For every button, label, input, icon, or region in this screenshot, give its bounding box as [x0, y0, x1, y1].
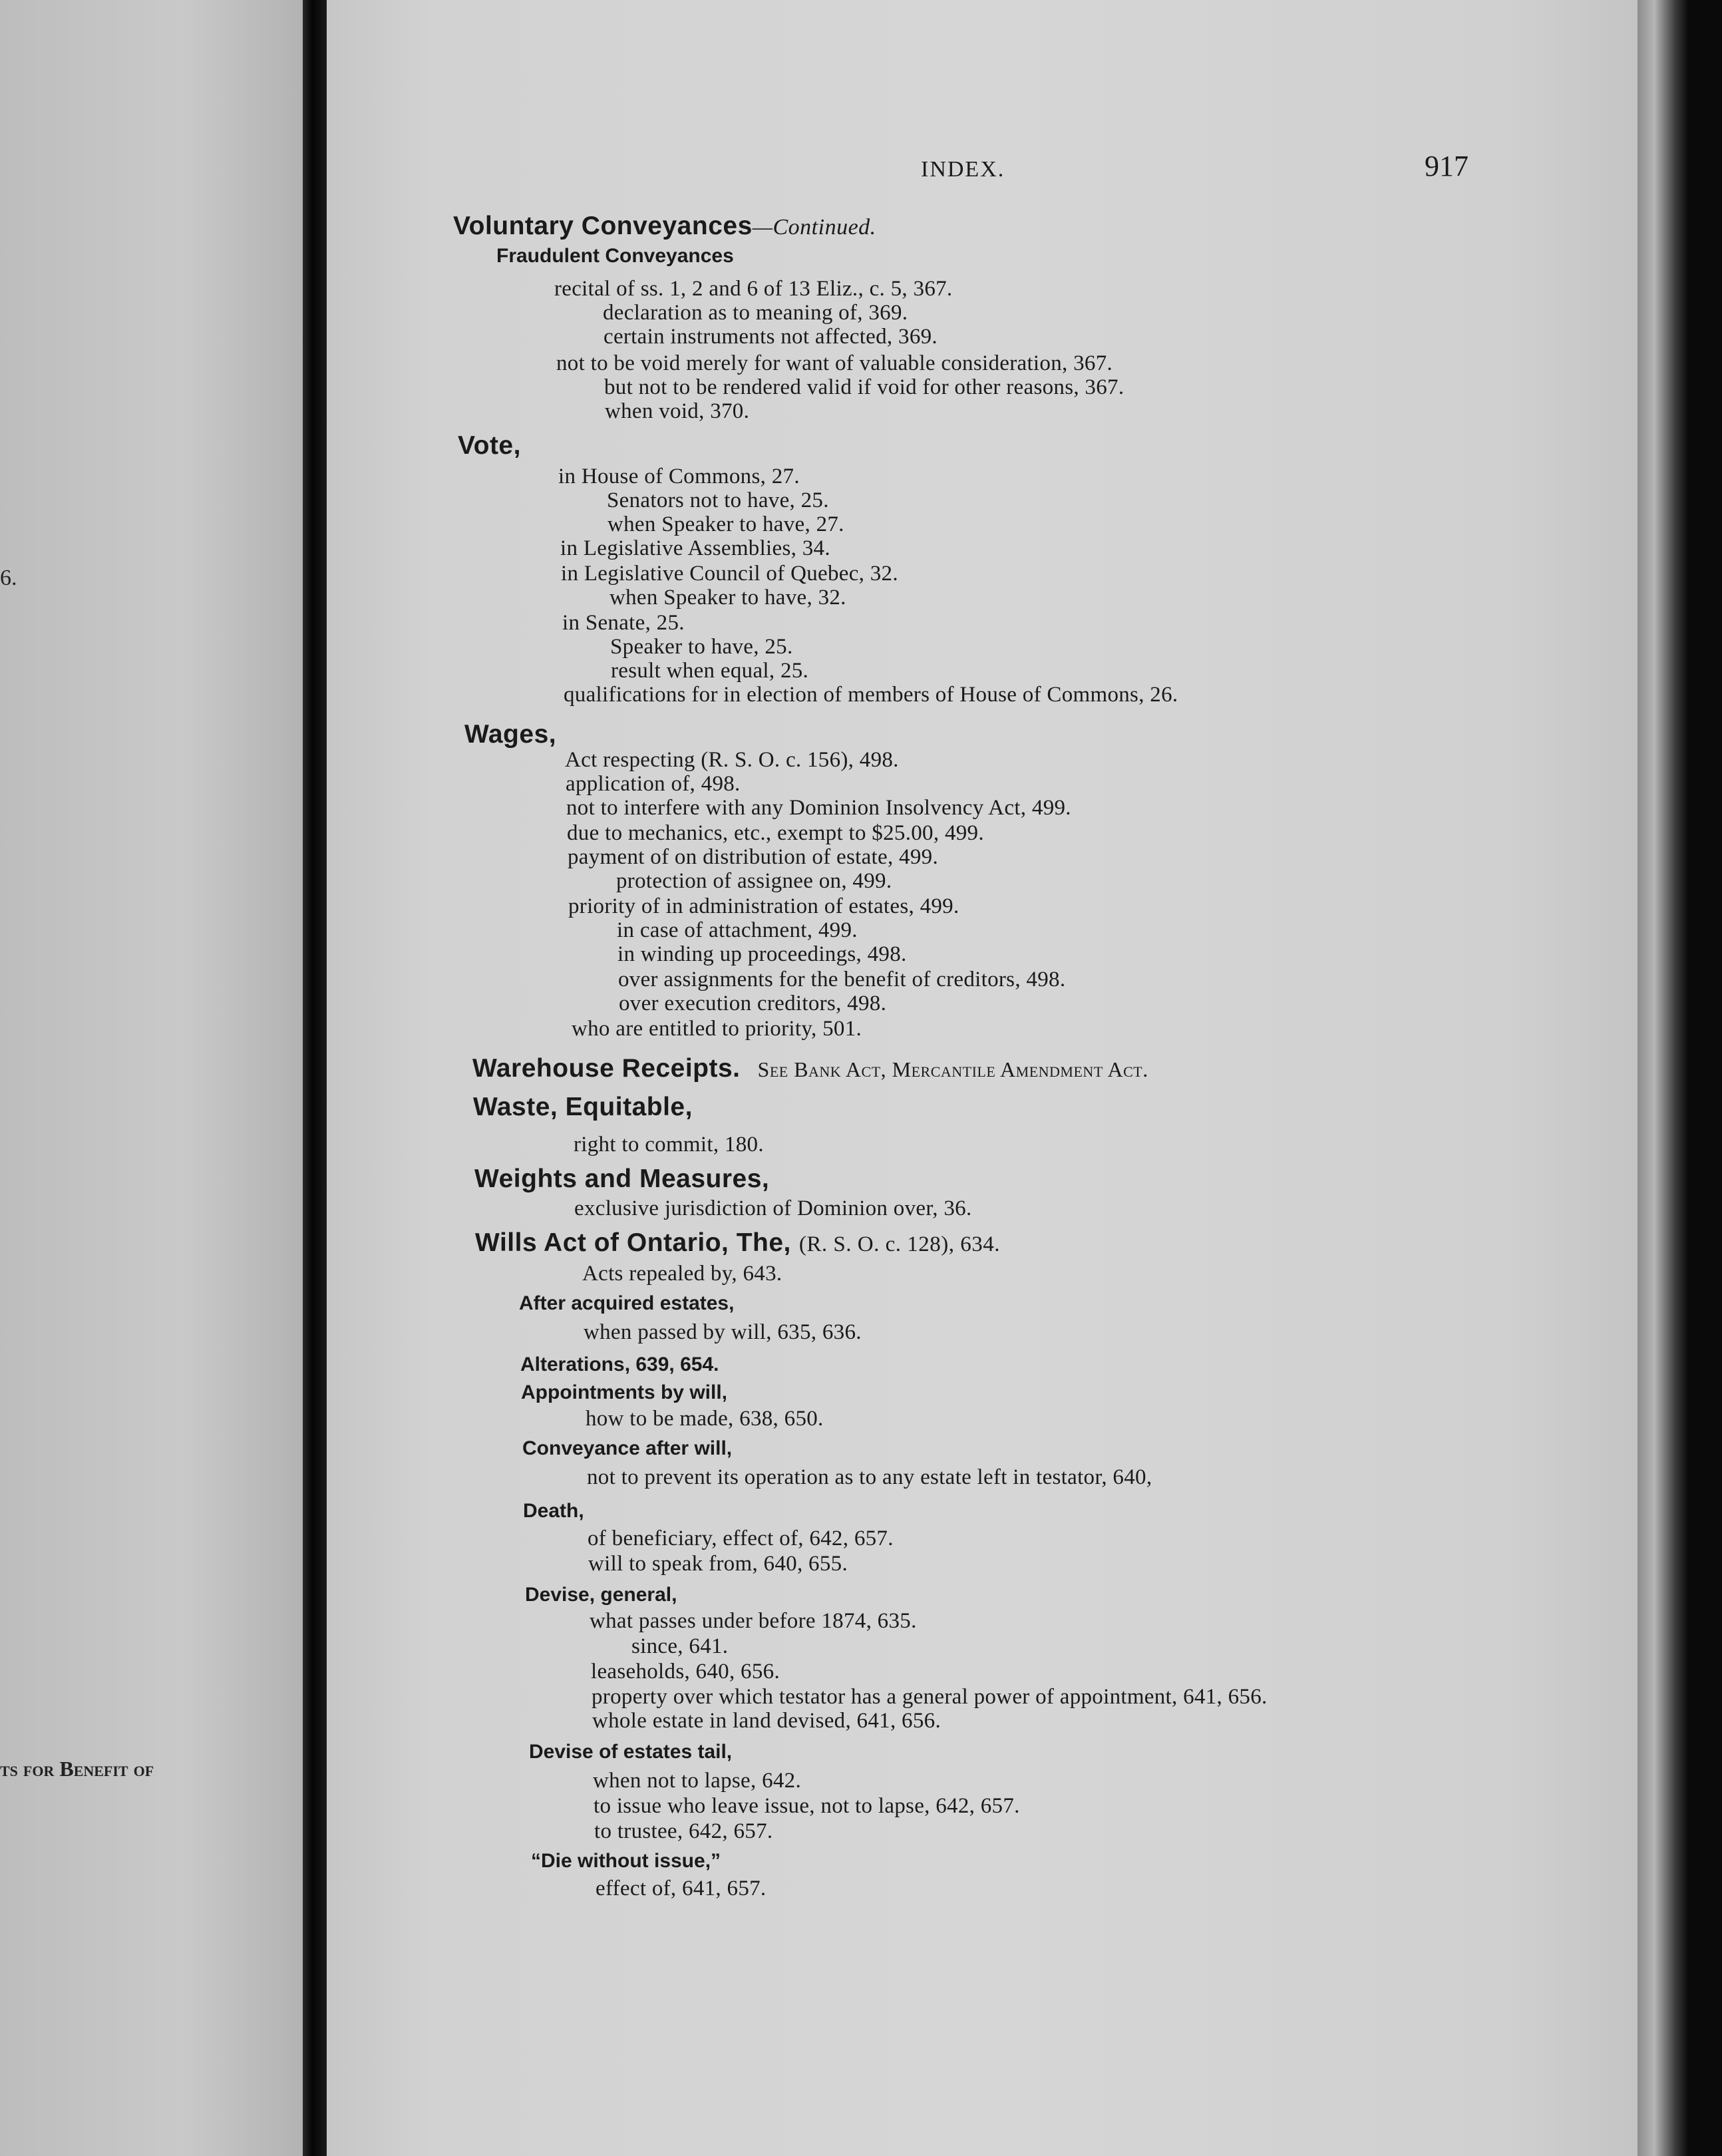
- index-line-text: when Speaker to have, 27.: [607, 512, 844, 536]
- index-entry-heading: [475, 1230, 1000, 1256]
- index-subheading: [521, 1383, 727, 1403]
- index-line: [617, 944, 907, 966]
- index-subheading: [525, 1585, 677, 1605]
- index-line-text: recital of ss. 1, 2 and 6 of 13 Eliz., c. 5, 367.: [554, 277, 953, 301]
- index-line-text: Death,: [523, 1500, 584, 1522]
- index-line-text: in Legislative Council of Quebec, 32.: [561, 562, 898, 586]
- index-entry-heading: [472, 1055, 1148, 1081]
- index-line-text: over execution creditors, 498.: [619, 991, 887, 1015]
- index-line-text: certain instruments not affected, 369.: [603, 325, 938, 349]
- page-edge: [1637, 0, 1722, 2156]
- index-line-text: Weights and Measures,: [474, 1165, 770, 1193]
- index-line-text: effect of, 641, 657.: [596, 1877, 767, 1900]
- index-line: [605, 401, 749, 423]
- index-line: [556, 353, 1113, 375]
- index-line-text: Alterations, 639, 654.: [520, 1353, 719, 1375]
- index-subheading: [531, 1851, 721, 1871]
- index-line: [588, 1553, 848, 1575]
- index-line-text: of beneficiary, effect of, 642, 657.: [588, 1527, 894, 1550]
- index-line: [565, 749, 899, 771]
- index-line-text: not to be void merely for want of valuable consideration, 367.: [556, 351, 1113, 375]
- index-line: [567, 822, 984, 844]
- index-entry-heading: [464, 721, 556, 747]
- index-line-text: due to mechanics, etc., exempt to $25.00, 499.: [567, 821, 984, 845]
- index-subheading: [496, 246, 734, 266]
- index-line: [618, 969, 1065, 991]
- left-facing-page: [0, 0, 303, 2156]
- index-line-text: result when equal, 25.: [611, 659, 809, 683]
- index-line: [592, 1710, 941, 1732]
- index-line: [603, 326, 938, 348]
- index-line: [560, 538, 830, 560]
- index-line: [590, 1610, 917, 1632]
- index-line-text: how to be made, 638, 650.: [586, 1407, 824, 1431]
- index-line: [609, 587, 846, 609]
- index-line-text: qualifications for in election of members of House of Commons, 26.: [564, 683, 1178, 707]
- index-page: [327, 0, 1637, 2156]
- index-line-text: not to interfere with any Dominion Insolvency Act, 499.: [566, 796, 1071, 820]
- index-line: [568, 896, 959, 918]
- index-line: [616, 870, 892, 892]
- index-line-text: declaration as to meaning of, 369.: [603, 301, 908, 325]
- index-line-text: to issue who leave issue, not to lapse, 642, 657.: [594, 1794, 1020, 1818]
- index-line-text: over assignments for the benefit of creditors, 498.: [618, 968, 1066, 991]
- index-line-text: since, 641.: [631, 1634, 729, 1658]
- index-line: [607, 514, 844, 536]
- index-line: [591, 1661, 780, 1683]
- index-subheading: [522, 1439, 732, 1459]
- index-line: [587, 1467, 1152, 1489]
- index-line: [564, 684, 1178, 706]
- index-line-text: payment of on distribution of estate, 499.: [568, 845, 939, 869]
- index-entry-heading: [458, 433, 521, 458]
- index-line: [588, 1528, 894, 1550]
- page-header-title: INDEX.: [921, 157, 1005, 182]
- index-line-text: Devise, general,: [525, 1584, 677, 1606]
- index-line-text: Voluntary Conveyances: [453, 212, 753, 240]
- index-line: [610, 636, 793, 658]
- index-line-text: Warehouse Receipts.: [472, 1054, 741, 1083]
- index-line-text: when passed by will, 635, 636.: [584, 1320, 862, 1344]
- index-line-text: protection of assignee on, 499.: [616, 869, 892, 893]
- index-line: [594, 1795, 1020, 1817]
- index-line: [566, 797, 1071, 819]
- index-line-text: when void, 370.: [605, 399, 750, 423]
- index-line: [561, 563, 898, 585]
- index-line-text: Wills Act of Ontario, The,: [475, 1228, 791, 1257]
- index-line: [558, 466, 800, 488]
- index-line: [586, 1408, 824, 1430]
- index-line: [566, 773, 741, 795]
- index-line-text: Devise of estates tail,: [529, 1741, 733, 1763]
- index-line-text: Senators not to have, 25.: [607, 488, 829, 512]
- index-line: [572, 1018, 862, 1040]
- index-line-suffix: —Continued.: [752, 215, 876, 240]
- index-line-text: will to speak from, 640, 655.: [588, 1552, 848, 1576]
- index-line: [594, 1821, 773, 1843]
- index-line-text: Appointments by will,: [521, 1381, 728, 1403]
- index-line-text: but not to be rendered valid if void for other reasons, 367.: [604, 375, 1124, 399]
- index-line-suffix: See Bank Act, Mercantile Amendment Act.: [757, 1057, 1148, 1081]
- book-gutter: [303, 0, 327, 2156]
- index-line: [568, 846, 938, 868]
- index-line: [631, 1636, 728, 1658]
- index-line-text: when not to lapse, 642.: [593, 1769, 802, 1793]
- index-line-text: in case of attachment, 499.: [617, 918, 858, 942]
- index-line-text: “Die without issue,”: [531, 1850, 721, 1872]
- index-line-text: in House of Commons, 27.: [558, 464, 800, 488]
- index-line-text: Act respecting (R. S. O. c. 156), 498.: [565, 748, 899, 772]
- page-number: 917: [1425, 150, 1468, 182]
- index-line: [592, 1686, 1268, 1708]
- index-line-text: After acquired estates,: [519, 1292, 735, 1314]
- index-line-text: in Senate, 25.: [562, 611, 685, 635]
- index-line-text: when Speaker to have, 32.: [609, 586, 846, 610]
- index-subheading: [523, 1501, 584, 1521]
- index-line-text: what passes under before 1874, 635.: [590, 1609, 917, 1633]
- index-line: [582, 1263, 782, 1285]
- index-entry-heading: [453, 213, 876, 239]
- index-line-text: application of, 498.: [566, 772, 741, 796]
- index-line-text: Conveyance after will,: [522, 1437, 733, 1459]
- index-subheading: [519, 1294, 734, 1314]
- index-line: [603, 302, 908, 324]
- left-page-fragment-heading: ts for Benefit of: [0, 1757, 154, 1781]
- index-entry-heading: [473, 1094, 693, 1120]
- index-line-text: exclusive jurisdiction of Dominion over, 36.: [574, 1196, 972, 1220]
- index-line: [604, 377, 1124, 399]
- left-page-fragment-number: 6.: [0, 566, 17, 590]
- index-subheading: [520, 1355, 719, 1375]
- index-line: [584, 1322, 862, 1344]
- index-line: [562, 612, 685, 634]
- index-line: [617, 920, 858, 942]
- index-line: [596, 1878, 766, 1900]
- index-line: [574, 1134, 764, 1156]
- index-line-text: to trustee, 642, 657.: [594, 1819, 773, 1843]
- index-line-text: not to prevent its operation as to any estate left in testator, 640,: [587, 1465, 1152, 1489]
- index-line-text: Waste, Equitable,: [473, 1093, 693, 1121]
- index-line-text: Acts repealed by, 643.: [582, 1262, 782, 1286]
- index-line: [619, 993, 886, 1015]
- index-line-text: right to commit, 180.: [574, 1133, 764, 1157]
- index-subheading: [529, 1742, 732, 1762]
- index-line: [607, 490, 829, 512]
- index-line-text: Vote,: [458, 431, 521, 460]
- index-line-text: in winding up proceedings, 498.: [617, 942, 907, 966]
- index-line: [574, 1198, 972, 1220]
- index-line: [554, 278, 952, 300]
- index-line-text: who are entitled to priority, 501.: [572, 1017, 862, 1041]
- index-line-text: property over which testator has a general power of appointment, 641, 656.: [592, 1685, 1268, 1709]
- index-entry-heading: [474, 1166, 769, 1192]
- index-line-text: leaseholds, 640, 656.: [591, 1660, 780, 1684]
- index-line-text: Wages,: [464, 720, 557, 749]
- index-line: [611, 660, 808, 682]
- index-line-text: priority of in administration of estates, 499.: [568, 894, 959, 918]
- index-line: [593, 1770, 801, 1792]
- index-line-text: Fraudulent Conveyances: [496, 245, 734, 267]
- index-line-text: in Legislative Assemblies, 34.: [560, 536, 830, 560]
- index-line-suffix: (R. S. O. c. 128), 634.: [798, 1232, 1000, 1256]
- index-line-text: Speaker to have, 25.: [610, 635, 793, 659]
- index-line-text: whole estate in land devised, 641, 656.: [592, 1709, 942, 1733]
